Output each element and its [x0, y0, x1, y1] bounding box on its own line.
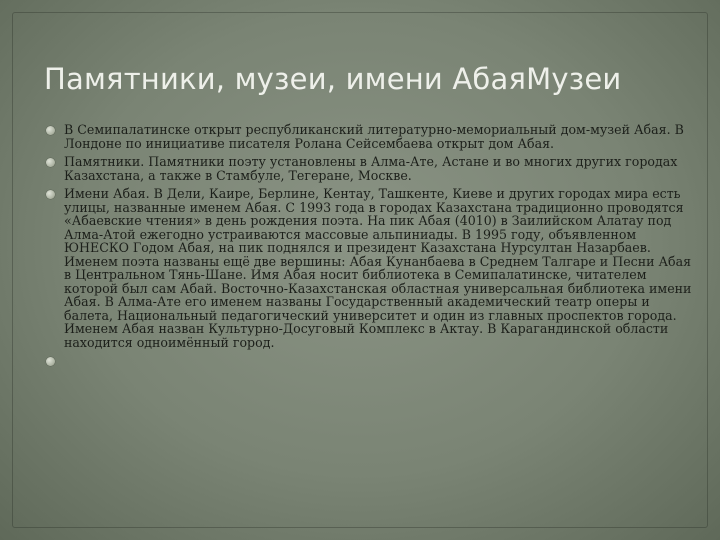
bullet-list: [46, 123, 696, 373]
bullet-icon: [46, 357, 55, 366]
list-item-text: Памятники. Памятники поэту установлены в Алма-Ате, Астане и во многих других городах Казахстана, а также в Стамбуле, Тегеране, Москве.: [64, 154, 678, 183]
list-item: [46, 187, 696, 349]
slide-title: Памятники, музеи, имени АбаяМузеи: [44, 62, 622, 96]
bullet-icon: [46, 126, 55, 135]
list-item-text: В Семипалатинске открыт республиканский литературно-мемориальный дом-музей Абая. В Лондоне по инициативе писателя Ролана Сейсембаева открыт дом Абая.: [64, 122, 684, 151]
list-item: [46, 123, 696, 150]
list-item-text: Имени Абая. В Дели, Каире, Берлине, Кентау, Ташкенте, Киеве и других городах мира есть улицы, названные именем Абая. С 1993 года в городах Казахстана традиционно проводятся «Абаевские чтения» в день рождения поэта. На пик Абая (4010) в Заилийском Алатау под Алма-Атой ежегодно устраиваются массовые альпиниады. В 1995 году, объявленном ЮНЕСКО Годом Абая, на пик поднялся и президент Казахстана Нурсултан Назарбаев. Именем поэта названы ещё две вершины: Абая Кунанбаева в Среднем Талгаре и Песни Абая в Центральном Тянь-Шане. Имя Абая носит библиотека в Семипалатинске, читателем которой был сам Абай. Восточно-Казахстанская областная универсальная библиотека имени Абая. В Алма-Ате его именем названы Государственный академический театр оперы и балета, Национальный педагогический университет и один из главных проспектов города. Именем Абая назван Культурно-Досуговый Комплекс в Актау. В Карагандинской области находится одноимённый город.: [64, 186, 692, 350]
bullet-icon: [46, 158, 55, 167]
bullet-icon: [46, 190, 55, 199]
list-item: [46, 155, 696, 182]
list-item-empty: [46, 354, 696, 368]
